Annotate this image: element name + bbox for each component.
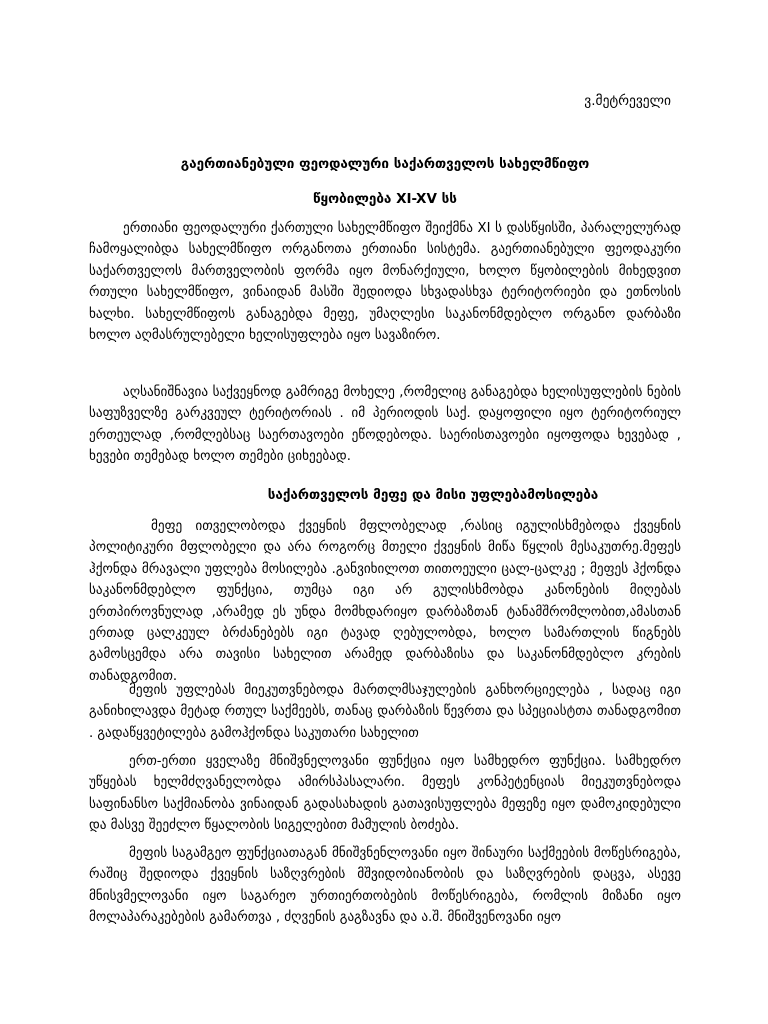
- section-heading: საქართველოს მეფე და მისი უფლებამოსილება: [267, 487, 599, 503]
- paragraph: ერთიანი ფეოდალური ქართული სახელმწიფო შეიქმნა XI ს დასწყისში, პარალელურად ჩამოყალიბდა სახელმწიფო ორგანოთა ერთიანი სისტემა. გაერთიანებული ფეოდაკური საქართველოს მართველობის ფორმა იყო მონარქიული, ხოლო წყობილების მიხედვით რთული სახელმწიფო, ვინაიდან მასში შედიოდა სხვადასხვა ტერიტორიები და ეთნოსის ხალხი. სახელმწიფოს განაგებდა მეფე, უმაღლესი საკანონმდებლო ორგანო დარბაზი ხოლო აღმასრულებელი ხელისუფლება იყო სავაზირო.: [89, 221, 681, 344]
- paragraph: მეფის უფლებას მიეკუთვნებოდა მართლმსაჯულების განხორციელება , სადაც იგი განიხილავდა მეტად რთულ საქმეებს, თანაც დარბაზის წევრთა და სპეციასტთა თანადგომით . გადაწყვეტილება გამოჰქონდა საკუთარი სახელით: [89, 683, 681, 741]
- paragraph: მეფის საგამგეო ფუნქციათაგან მნიშვნენლოვანი იყო შინაური საქმეების მოწესრიგება, რაშიც შედიოდა ქვეყნის საზღვრების მშვიდობიანობის და საზღვრების დაცვა, ასევე მნისვმელოვანი იყო საგარეო ურთიერთობების მოწესრიგება, რომლის მიზანი იყო მოლაპარაკებების გამართვა , ძღვენის გაგზავნა და ა.შ. მნიშვენოვანი იყო: [89, 846, 681, 926]
- document-title: გაერთიანებული ფეოდალური საქართველოს სახელმწიფო: [180, 156, 590, 172]
- document-page: [89, 0, 681, 1024]
- document-subtitle: წყობილება XI-XV სს: [313, 191, 457, 207]
- paragraph: აღსანიშნავია საქვეყნოდ გამრიგე მოხელე ,რომელიც განაგებდა ხელისუფლების ნების საფუზველზე გარკვეულ ტერიტორიას . იმ პერიოდის საქ. დაყოფილი იყო ტერიტორიულ ერთეულად ,რომლებსაც საერთავოები ეწოდებოდა. საერისთავოები იყოფოდა ხევებად , ხევები თემებად ხოლო თემები ციხეებად.: [89, 385, 681, 465]
- paragraph: მეფე ითველობოდა ქვეყნის მფლობელად ,რასიც იგულისხმებოდა ქვეყნის პოლიტიკური მფლობელი და არა როგორც მთელი ქვეყნის მიწა წყლის მესაკუთრე.მეფეს ჰქონდა მრავალი უფლება მოსილება .განვიხილოთ თითოეული ცალ-ცალკე ; მეფეს ჰქონდა საკანონმდებლო ფუნქცია, თუმცა იგი არ გულისხმობდა კანონების მიღებას ერთპიროვნულად ,არამედ ეს უნდა მომხდარიყო დარბაზთან ტანამშრომლობით,ამასთან ერთად ცალკეულ ბრძანებებს იგი ტავად ღებულობდა, ხოლო სამართლის წიგნებს გამოსცემდა არა თავისი სახელით არამედ დარბაზისა და საკანონმდებლო კრების თანადგომით.: [89, 519, 681, 684]
- paragraph: ერთ-ერთი ყველაზე მნიშვნელოვანი ფუნქცია იყო სამხედრო ფუნქცია. სამხედრო უწყებას ხელმძღვანელობდა ამირსპასალარი. მეფეს კონპეტენციას მიეკუთვნებოდა საფინანსო საქმიანობა ვინაიდან გადასახადის გათავისუფლება მეფეზე იყო დამოკიდებული და მასვე შეეძლო წყალობის სიგელებით მამულის ბოძება.: [89, 754, 681, 834]
- author-name: ვ.მეტრეველი: [584, 93, 671, 109]
